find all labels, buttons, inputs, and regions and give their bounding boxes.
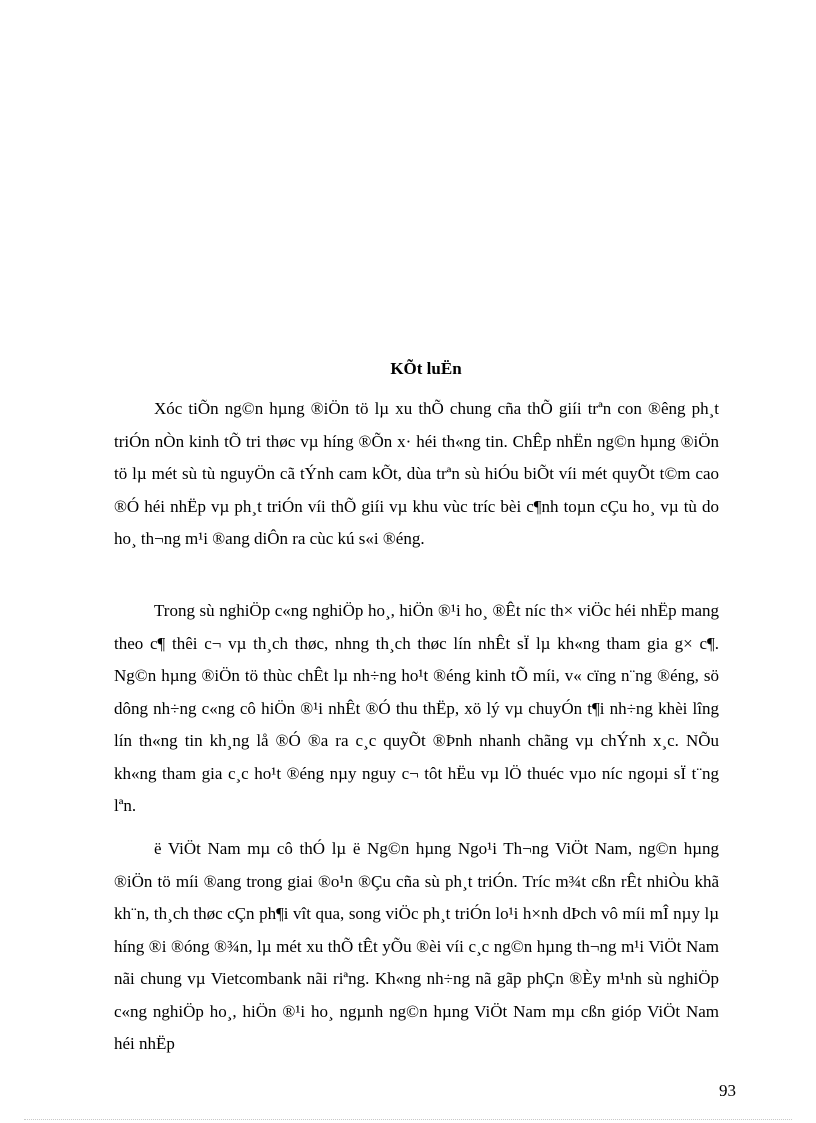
section-title: KÕt luËn xyxy=(390,359,462,378)
paragraph-3: ë ViÖt Nam mµ cô thÓ lµ ë Ng©n hµng Ngo¹i Th¬ng ViÖt Nam, ng©n hµng ®iÖn tö míi ®ang trong giai ®o¹n ®Çu cña sù ph¸t triÓn. Tríc m¾t cßn rÊt nhiÒu khã kh¨n, th¸ch thøc cÇn ph¶i vît qua, song viÖc ph¸t triÓn lo¹i h×nh dÞch vô míi mÎ nµy lµ híng ®i ®óng ®¾n, lµ mét xu thÕ tÊt yÕu ®èi víi c¸c ng©n hµng th¬ng m¹i ViÖt Nam nãi chung vµ Vietcombank nãi riªng. Kh«ng nh÷ng nã gãp phÇn ®Èy m¹nh sù nghiÖp c«ng nghiÖp ho¸, hiÖn ®¹i ho¸ ngµnh ng©n hµng ViÖt Nam mµ cßn gióp ViÖt Nam héi nhËp xyxy=(114,839,719,1053)
paragraph-1: Xóc tiÕn ng©n hµng ®iÖn tö lµ xu thÕ chung cña thÕ giíi trªn con ®êng ph¸t triÓn nÒn kinh tÕ tri thøc vµ híng ®Õn x· héi th«ng tin. ChÊp nhËn ng©n hµng ®iÖn tö lµ mét sù tù nguyÖn cã tÝnh cam kÕt, dùa trªn sù hiÓu biÕt víi mét quyÕt t©m cao ®Ó héi nhËp vµ ph¸t triÓn víi thÕ giíi vµ khu vùc tríc bèi c¶nh toµn cÇu ho¸ vµ tù do ho¸ th¬ng m¹i ®ang diÔn ra cùc kú s«i ®éng. xyxy=(114,399,719,548)
paragraph-2: Trong sù nghiÖp c«ng nghiÖp ho¸, hiÖn ®¹i ho¸ ®Êt níc th× viÖc héi nhËp mang theo c¶ thêi c¬ vµ th¸ch thøc, nhng th¸ch thøc lín nhÊt sÏ lµ kh«ng tham gia g× c¶. Ng©n hµng ®iÖn tö thùc chÊt lµ nh÷ng ho¹t ®éng kinh tÕ míi, v« cïng n¨ng ®éng, sö dông nh÷ng c«ng cô hiÖn ®¹i nhÊt ®Ó thu thËp, xö lý vµ chuyÓn t¶i nh÷ng khèi lîng lín th«ng tin kh¸ng lå ®Ó ®a ra c¸c quyÕt ®Þnh nhanh chãng vµ chÝnh x¸c. NÕu kh«ng tham gia c¸c ho¹t ®éng nµy nguy c¬ tôt hËu vµ lÖ thuéc vµo níc ngoµi sÏ t¨ng lªn. xyxy=(114,601,719,815)
page-number: 93 xyxy=(719,1081,736,1100)
footer-divider xyxy=(24,1119,792,1120)
